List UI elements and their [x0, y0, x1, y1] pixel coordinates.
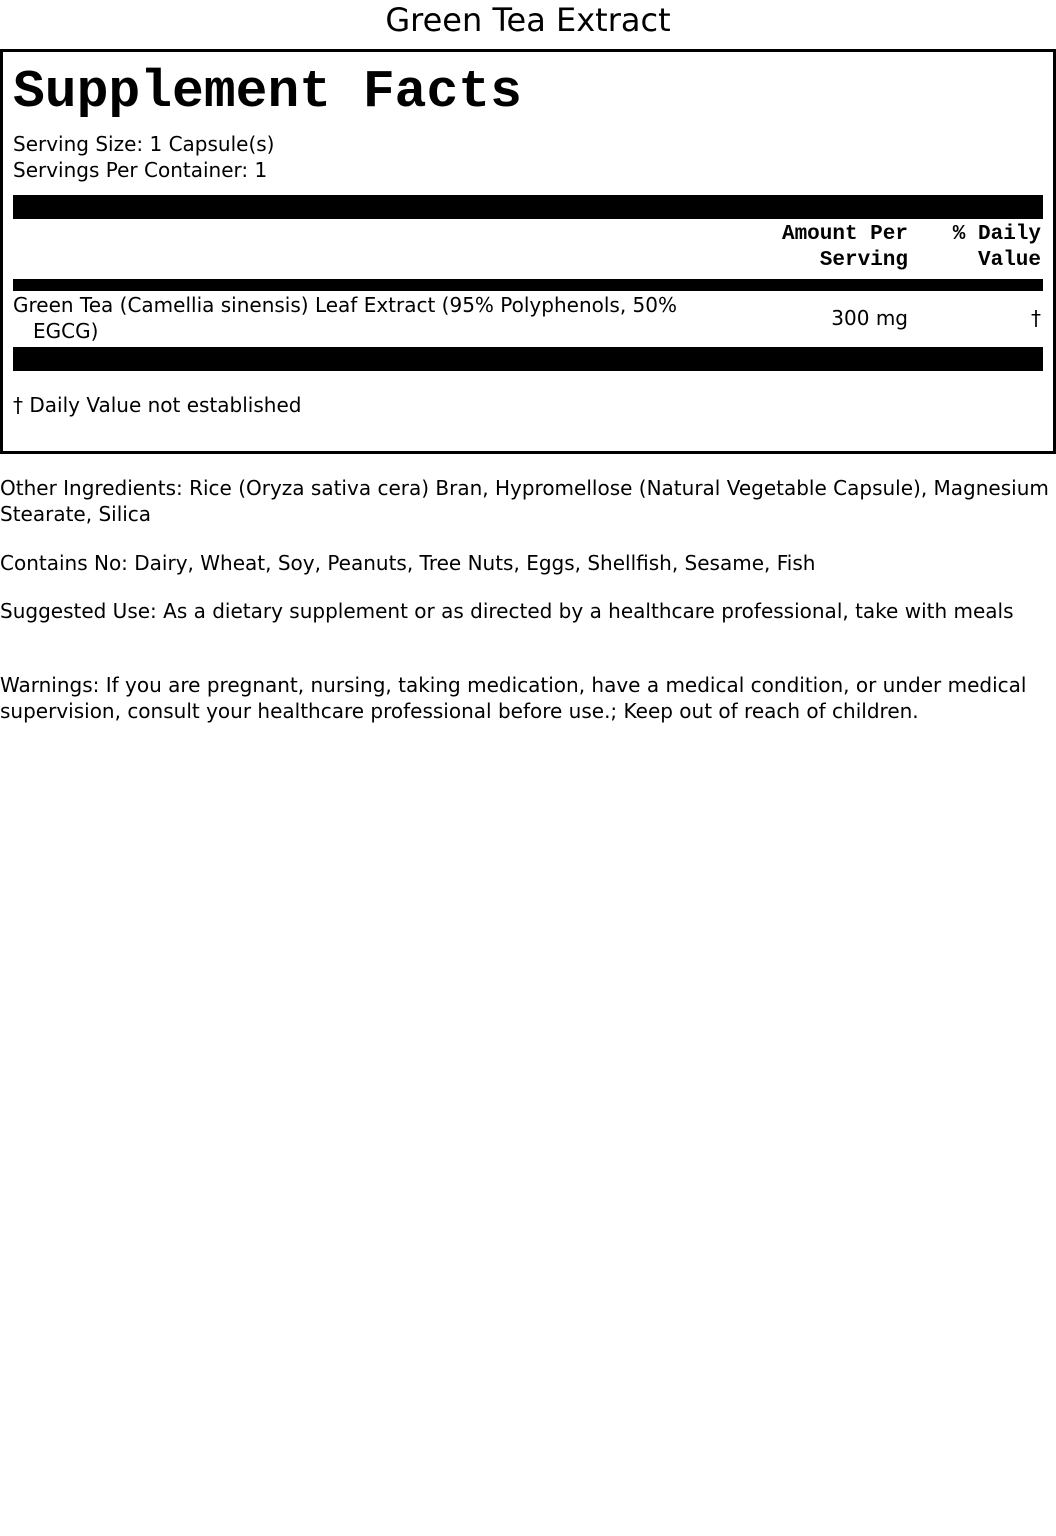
- thick-divider-bottom: [13, 347, 1043, 371]
- warnings: Warnings: If you are pregnant, nursing, taking medication, have a medical condition, or under medical supervision, consult your healthcare professional before use.; Keep out of reach of children.: [0, 673, 1027, 723]
- product-title: Green Tea Extract: [385, 1, 671, 39]
- dv-header-line2: Value: [977, 249, 1041, 272]
- supplement-facts-panel: [0, 49, 1056, 454]
- contains-no: Contains No: Dairy, Wheat, Soy, Peanuts, Tree Nuts, Eggs, Shellfish, Sesame, Fish: [0, 551, 816, 575]
- thick-divider-top: [13, 195, 1043, 219]
- amount-header-line2: Serving: [819, 249, 908, 272]
- suggested-use: Suggested Use: As a dietary supplement or as directed by a healthcare professional, take with meals: [0, 599, 1014, 623]
- servings-per-container: Servings Per Container: 1: [13, 158, 268, 182]
- nutrient-amount: 300 mg: [831, 306, 908, 330]
- other-ingredients: Other Ingredients: Rice (Oryza sativa cera) Bran, Hypromellose (Natural Vegetable Capsule), Magnesium Stearate, Silica: [0, 476, 1049, 526]
- supplement-facts-heading: Supplement Facts: [13, 62, 522, 122]
- nutrient-daily-value: †: [1031, 306, 1041, 330]
- daily-value-header: [953, 222, 1041, 274]
- medium-divider: [13, 279, 1043, 291]
- daily-value-footnote: † Daily Value not established: [13, 393, 302, 417]
- nutrient-name: Green Tea (Camellia sinensis) Leaf Extract (95% Polyphenols, 50% EGCG): [13, 293, 678, 343]
- serving-size: Serving Size: 1 Capsule(s): [13, 132, 275, 156]
- amount-per-serving-header: [782, 222, 908, 274]
- amount-header-line1: Amount Per: [781, 223, 908, 246]
- dv-header-line1: % Daily: [952, 223, 1041, 246]
